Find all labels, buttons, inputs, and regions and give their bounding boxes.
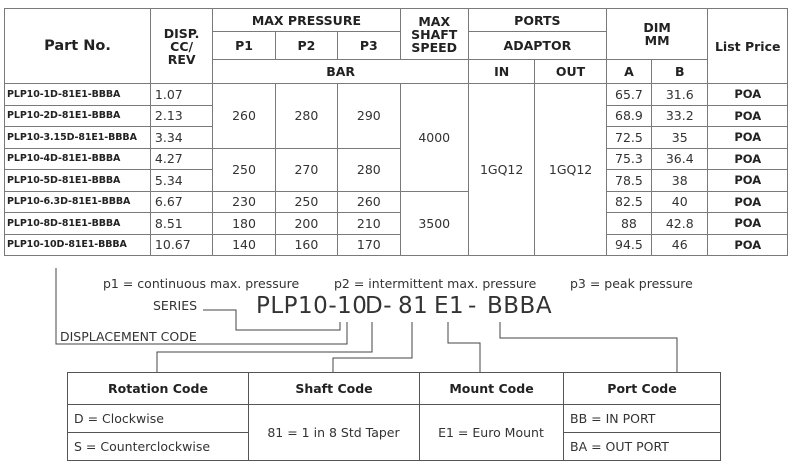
model-series: PLP10-10 <box>256 293 368 319</box>
part-number: PLP10-2D-81E1-BBBA <box>5 105 151 127</box>
port-code-header: Port Code <box>564 373 721 405</box>
dim-a: 68.9 <box>606 105 651 127</box>
list-price: POA <box>708 84 788 106</box>
header-adaptor: ADAPTOR <box>468 32 606 60</box>
displacement-code-label: DISPLACEMENT CODE <box>60 329 197 344</box>
header-p2: P2 <box>275 32 337 60</box>
p2-value: 250 <box>275 191 337 213</box>
mount-code-value: E1 = Euro Mount <box>420 405 564 461</box>
part-number: PLP10-5D-81E1-BBBA <box>5 170 151 192</box>
displacement: 5.34 <box>150 170 212 192</box>
header-max-pressure: MAX PRESSURE <box>213 9 400 32</box>
header-ports: PORTS <box>468 9 606 32</box>
dim-b: 38 <box>652 170 708 192</box>
list-price: POA <box>708 170 788 192</box>
p3-value: 290 <box>338 84 400 149</box>
displacement: 3.34 <box>150 127 212 149</box>
header-bar: BAR <box>213 60 469 84</box>
header-in: IN <box>468 60 534 84</box>
port-code-bb: BB = IN PORT <box>564 405 721 433</box>
dim-a: 88 <box>606 213 651 235</box>
dim-b: 46 <box>652 234 708 256</box>
header-out: OUT <box>535 60 606 84</box>
series-label: SERIES <box>153 298 198 313</box>
header-a: A <box>606 60 651 84</box>
part-number: PLP10-1D-81E1-BBBA <box>5 84 151 106</box>
series-leader <box>203 310 340 330</box>
code-table <box>67 372 721 461</box>
header-disp-1: DISP. <box>163 25 200 41</box>
list-price: POA <box>708 191 788 213</box>
displacement: 4.27 <box>150 148 212 170</box>
p2-value: 270 <box>275 148 337 191</box>
dim-b: 36.4 <box>652 148 708 170</box>
mount-leader <box>448 322 480 372</box>
list-price: POA <box>708 213 788 235</box>
shaft-code-header: Shaft Code <box>249 373 420 405</box>
displacement-leader <box>56 268 347 344</box>
port-out: 1GQ12 <box>535 84 606 256</box>
port-code-ba: BA = OUT PORT <box>564 433 721 461</box>
p1-value: 250 <box>213 148 275 191</box>
displacement: 8.51 <box>150 213 212 235</box>
header-dim-1: DIM <box>643 20 671 35</box>
header-disp-3: REV <box>167 51 196 67</box>
displacement: 10.67 <box>150 234 212 256</box>
part-number: PLP10-4D-81E1-BBBA <box>5 148 151 170</box>
dim-a: 94.5 <box>606 234 651 256</box>
model-port: BBBA <box>487 293 553 319</box>
header-p1: P1 <box>213 32 275 60</box>
header-b: B <box>652 60 708 84</box>
legend-p3: p3 = peak pressure <box>570 276 693 291</box>
dim-a: 72.5 <box>606 127 651 149</box>
port-in: 1GQ12 <box>468 84 534 256</box>
header-speed-2: SHAFT <box>411 26 458 42</box>
displacement: 2.13 <box>150 105 212 127</box>
list-price: POA <box>708 148 788 170</box>
dim-b: 31.6 <box>652 84 708 106</box>
header-speed-1: MAX <box>418 13 451 29</box>
dim-a: 65.7 <box>606 84 651 106</box>
p3-value: 280 <box>338 148 400 191</box>
dim-b: 35 <box>652 127 708 149</box>
part-number: PLP10-10D-81E1-BBBA <box>5 234 151 256</box>
list-price: POA <box>708 105 788 127</box>
dim-b: 33.2 <box>652 105 708 127</box>
header-p3: P3 <box>338 32 400 60</box>
speed-value: 4000 <box>400 84 468 192</box>
p3-value: 170 <box>338 234 400 256</box>
model-mount: E1 <box>434 293 465 319</box>
list-price: POA <box>708 234 788 256</box>
rotation-code-header: Rotation Code <box>68 373 249 405</box>
model-shaft: 81 <box>398 293 429 319</box>
p1-value: 230 <box>213 191 275 213</box>
p3-value: 260 <box>338 191 400 213</box>
model-rotation: D- <box>365 293 393 319</box>
rotation-code-s: S = Counterclockwise <box>68 433 249 461</box>
dim-a: 78.5 <box>606 170 651 192</box>
p1-value: 140 <box>213 234 275 256</box>
header-list-price: List Price <box>708 9 788 84</box>
header-speed-3: SPEED <box>411 39 458 55</box>
p2-value: 280 <box>275 84 337 149</box>
port-leader <box>500 322 677 372</box>
p1-value: 260 <box>213 84 275 149</box>
dim-a: 82.5 <box>606 191 651 213</box>
dim-b: 42.8 <box>652 213 708 235</box>
speed-value: 3500 <box>400 191 468 256</box>
p1-value: 180 <box>213 213 275 235</box>
rotation-code-d: D = Clockwise <box>68 405 249 433</box>
p2-value: 200 <box>275 213 337 235</box>
mount-code-header: Mount Code <box>420 373 564 405</box>
dim-a: 75.3 <box>606 148 651 170</box>
model-dash: - <box>468 293 477 319</box>
legend-p1: p1 = continuous max. pressure <box>103 276 300 291</box>
part-number: PLP10-8D-81E1-BBBA <box>5 213 151 235</box>
displacement: 6.67 <box>150 191 212 213</box>
header-part-no: Part No. <box>5 9 151 84</box>
part-number: PLP10-6.3D-81E1-BBBA <box>5 191 151 213</box>
part-number: PLP10-3.15D-81E1-BBBA <box>5 127 151 149</box>
legend-p2: p2 = intermittent max. pressure <box>334 276 537 291</box>
shaft-code-value: 81 = 1 in 8 Std Taper <box>249 405 420 461</box>
displacement: 1.07 <box>150 84 212 106</box>
dim-b: 40 <box>652 191 708 213</box>
header-dim-2: MM <box>644 33 670 48</box>
list-price: POA <box>708 127 788 149</box>
header-disp-2: CC/ <box>170 38 194 54</box>
p3-value: 210 <box>338 213 400 235</box>
p2-value: 160 <box>275 234 337 256</box>
